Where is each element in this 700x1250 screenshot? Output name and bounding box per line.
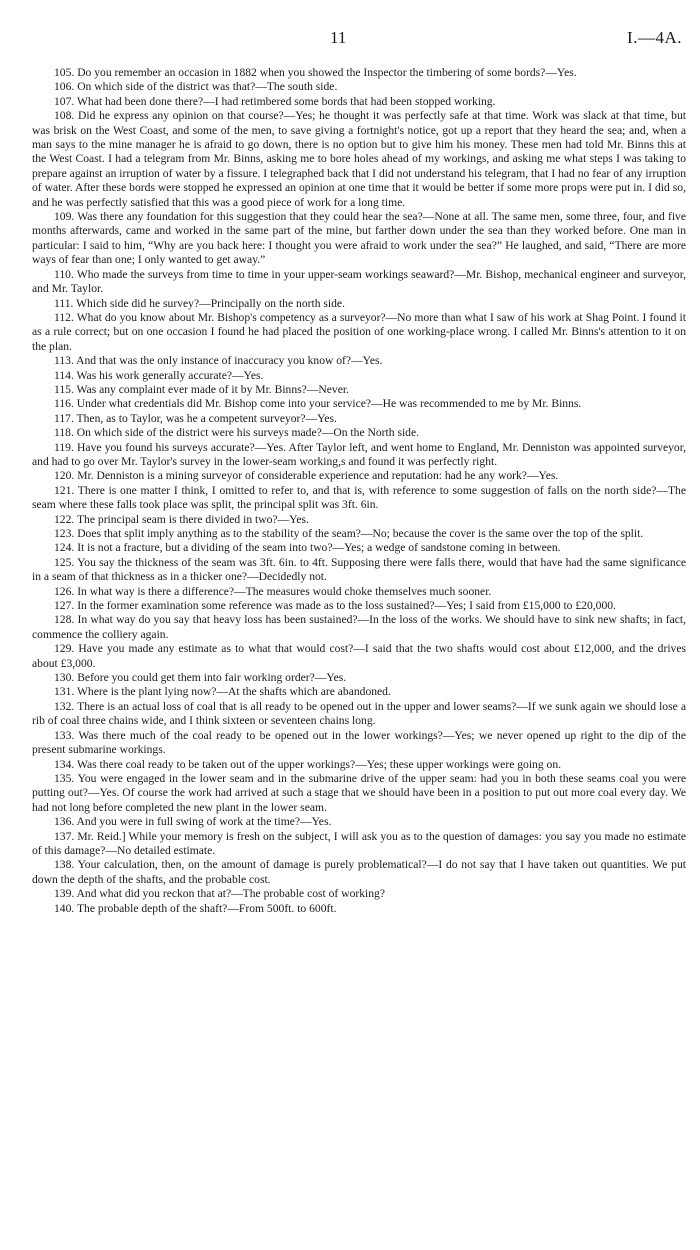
paragraph: 120. Mr. Denniston is a mining surveyor of considerable experience and reputation: had he any work?—Yes.: [54, 469, 559, 483]
document-reference: I.—4A.: [627, 28, 682, 47]
paragraph: 119. Have you found his surveys accurate?—Yes. After Taylor left, and went home to England, Mr. Denniston was appointed surveyor, and had to go over Mr. Taylor's survey in the lower-seam working,s and found it was perfectly right.: [32, 440, 686, 468]
page-number: 11: [330, 28, 347, 47]
paragraph: 139. And what did you reckon that at?—The probable cost of working?: [54, 887, 385, 901]
paragraph: 122. The principal seam is there divided in two?—Yes.: [54, 512, 309, 526]
paragraph: 134. Was there coal ready to be taken out of the upper workings?—Yes; these upper workings were going on.: [54, 757, 562, 771]
paragraph: 138. Your calculation, then, on the amount of damage is purely problematical?—I do not say that I have taken out quantities. We put down the depth of the shafts, and the probable cost.: [32, 858, 686, 886]
paragraph: 136. And you were in full swing of work at the time?—Yes.: [54, 815, 332, 829]
paragraph: 116. Under what credentials did Mr. Bishop come into your service?—He was recommended to me by Mr. Binns.: [54, 397, 582, 411]
paragraph: 130. Before you could get them into fair working order?—Yes.: [54, 671, 347, 685]
paragraph: 140. The probable depth of the shaft?—From 500ft. to 600ft.: [54, 901, 337, 915]
paragraph: 108. Did he express any opinion on that course?—Yes; he thought it was perfectly safe at that time. Work was slack at that time, but was brisk on the West Coast, and some of the men, to save giving a fortnight's notice, got up a report that they heard the sea; and, when a man says to the mine manager he is afraid to go down, there is no option but to give him his money. These men had told Mr. Binns this at the West Coast. I had a telegram from Mr. Binns, asking me to bore holes ahead of my workings, and asking me what steps I was taking to prepare against an irruption of water by a fissure. I telegraphed back that I did not understand his telegram, that I had no fear of any irruption of water. After these bords were stopped he expressed an opinion at one time that it would be better if some more props were put in. I did so, and he was perfectly satisfied that this was a good piece of work for a long time.: [32, 109, 686, 209]
paragraph: 128. In what way do you say that heavy loss has been sustained?—In the loss of the works. We should have to sink new shafts; in fact, commence the colliery again.: [32, 613, 686, 641]
paragraph: 132. There is an actual loss of coal that is all ready to be opened out in the upper and lower seams?—If we sunk again we should lose a rib of coal three chains wide, and I think sixteen or seventeen chains long.: [32, 699, 686, 728]
paragraph: 131. Where is the plant lying now?—At the shafts which are abandoned.: [54, 685, 391, 699]
document-body: [32, 66, 686, 916]
paragraph: 112. What do you know about Mr. Bishop's competency as a surveyor?—No more than what I saw of his work at Shag Point. I found it as a rule correct; but on one occasion I found he had placed the position of one working-place wrong. I called Mr. Binns's attention to it on the plan.: [32, 310, 686, 353]
page-header: [0, 28, 700, 50]
paragraph: 135. You were engaged in the lower seam and in the submarine drive of the upper seam: had you in both these seams coal you were putting out?—Yes. Of course the work had arrived at such a stage that we should have been in a position to put out more coal every day. We had not long before completed the new plant in the lower seam.: [32, 771, 686, 814]
paragraph: 121. There is one matter I think, I omitted to refer to, and that is, with reference to some suggestion of falls on the north side?—The seam where these falls took place was split, the principal split was 3ft. 6in.: [32, 483, 686, 512]
paragraph: 113. And that was the only instance of inaccuracy you know of?—Yes.: [54, 354, 383, 368]
paragraph: 133. Was there much of the coal ready to be opened out in the lower workings?—Yes; we never opened up right to the dip of the present submarine workings.: [32, 728, 686, 757]
paragraph: 137. Mr. Reid.] While your memory is fresh on the subject, I will ask you as to the question of damages: you say you made no estimate of this damage?—No detailed estimate.: [32, 829, 686, 857]
paragraph: 117. Then, as to Taylor, was he a competent surveyor?—Yes.: [54, 411, 337, 425]
paragraph: 127. In the former examination some reference was made as to the loss sustained?—Yes; I said from £15,000 to £20,000.: [54, 599, 616, 613]
paragraph: 124. It is not a fracture, but a dividing of the seam into two?—Yes; a wedge of sandstone coming in between.: [54, 541, 561, 555]
paragraph: 106. On which side of the district was that?—The south side.: [54, 80, 338, 94]
paragraph: 110. Who made the surveys from time to time in your upper-seam workings seaward?—Mr. Bishop, mechanical engineer and surveyor, and Mr. Taylor.: [32, 267, 686, 296]
paragraph: 123. Does that split imply anything as to the stability of the seam?—No; because the cover is the same over the top of the split.: [54, 527, 644, 540]
paragraph: 109. Was there any foundation for this suggestion that they could hear the sea?—None at all. The same men, some three, four, and five months afterwards, came and worked in the same part of the mine, but farther down under the sea than they worked before. One man in particular: I said to him, “Why are you back here: I thought you were afraid to work under the sea?” He laughed, and said, “There are more ways of fear than one; I only wanted to get away.”: [32, 210, 686, 267]
paragraph: 105. Do you remember an occasion in 1882 when you showed the Inspector the timbering of some bords?—Yes.: [54, 66, 577, 79]
paragraph: 118. On which side of the district were his surveys made?—On the North side.: [54, 426, 420, 440]
paragraph: 125. You say the thickness of the seam was 3ft. 6in. to 4ft. Supposing there were falls there, would that have had the same significance in a seam of that thickness as in a thicker one?—Decidedly not.: [32, 555, 686, 584]
paragraph: 115. Was any complaint ever made of it by Mr. Binns?—Never.: [54, 382, 349, 396]
paragraph: 107. What had been done there?—I had retimbered some bords that had been stopped working.: [54, 94, 496, 108]
paragraph: 129. Have you made any estimate as to what that would cost?—I said that the two shafts would cost about £12,000, and the drives about £3,000.: [32, 642, 686, 670]
paragraph: 114. Was his work generally accurate?—Yes.: [54, 368, 264, 382]
paragraph: 111. Which side did he survey?—Principally on the north side.: [54, 296, 345, 310]
paragraph: 126. In what way is there a difference?—The measures would choke themselves much sooner.: [54, 584, 492, 598]
